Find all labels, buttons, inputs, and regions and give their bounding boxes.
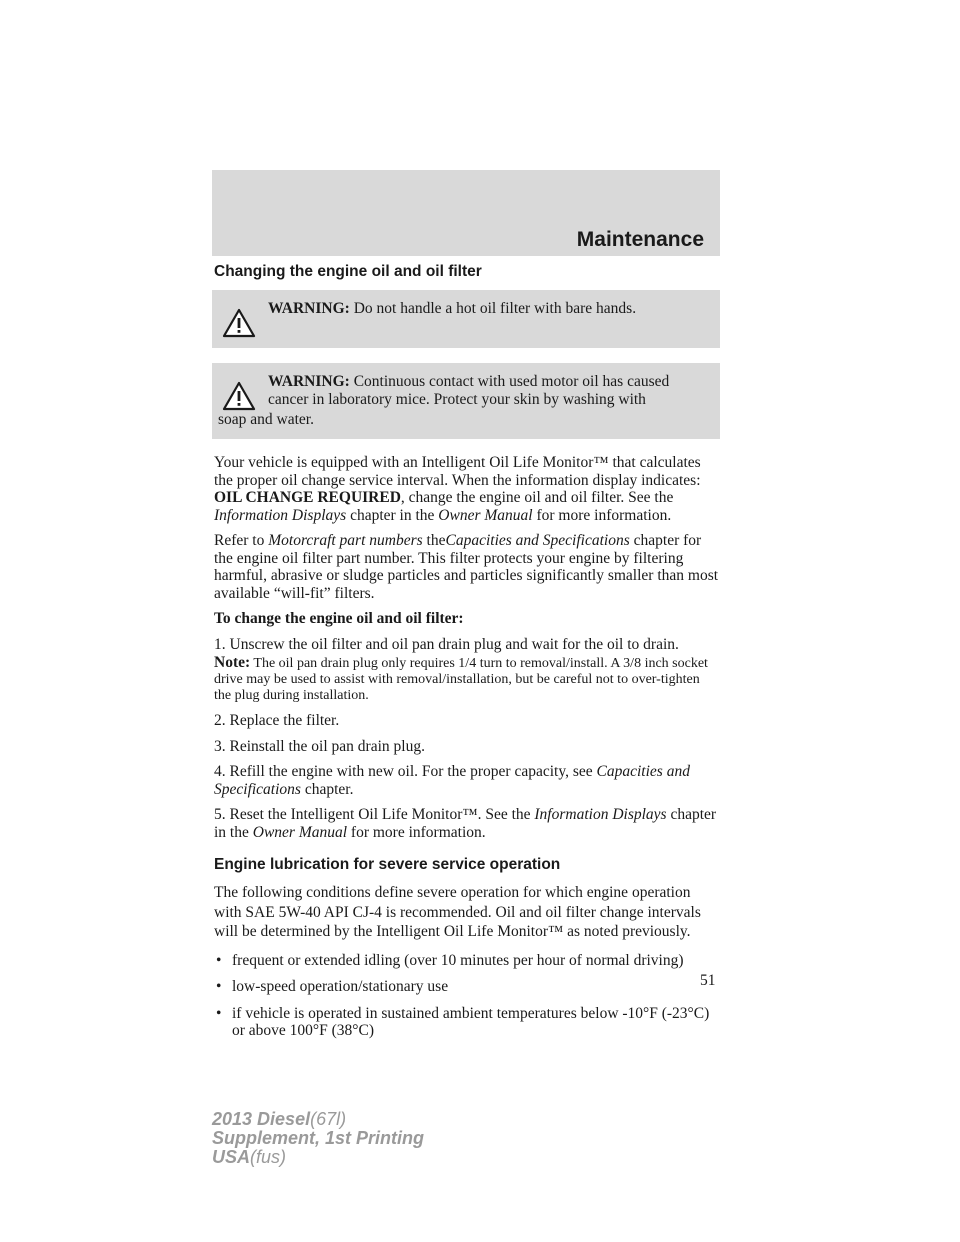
steps-heading: To change the engine oil and oil filter:: [214, 610, 464, 627]
section-heading-oil-change: Changing the engine oil and oil filter: [214, 263, 482, 280]
paragraph-filter-part-number: Refer to Motorcraft part numbers theCapacities and Specifications chapter for the engine oil filter part number. This filter protects your engine by filtering harmful, abrasive or sludge particles and particles significantly smaller than most available “will-fit” filters.: [214, 532, 719, 602]
section-title: Maintenance: [576, 228, 704, 251]
step-4: 4. Refill the engine with new oil. For the proper capacity, see Capacities and Specifications chapter.: [214, 763, 690, 798]
warning-message: Do not handle a hot oil filter with bare hands.: [353, 300, 637, 317]
step-2: 2. Replace the filter.: [214, 712, 340, 729]
warning-box-used-oil: [212, 363, 720, 439]
step-1: 1. Unscrew the oil filter and oil pan drain plug and wait for the oil to drain.: [214, 635, 679, 653]
list-item: • if vehicle is operated in sustained ambient temperatures below -10°F (-23°C) or above 100°F (38°C): [214, 1005, 720, 1040]
warning-continuation: soap and water.: [218, 411, 314, 428]
warning-text: [268, 300, 712, 318]
page-number: 51: [700, 972, 716, 989]
warning-box-hot-filter: [212, 290, 720, 348]
warning-label: WARNING:: [268, 373, 350, 390]
severe-conditions-list: [214, 952, 720, 1040]
page-content: [214, 262, 720, 1049]
step-3: 3. Reinstall the oil pan drain plug.: [214, 737, 425, 755]
list-item: • low-speed operation/stationary use: [214, 978, 720, 996]
warning-text: [268, 373, 712, 409]
warning-message: Continuous contact with used motor oil has caused cancer in laboratory mice. Protect your skin by washing with: [268, 373, 670, 408]
step-1-note: Note: The oil pan drain plug only requires 1/4 turn to removal/install. A 3/8 inch socket drive may be used to assist with removal/installation, but be careful not to over-tighten the plug during installation.: [214, 654, 708, 703]
paragraph-oil-life-monitor: Your vehicle is equipped with an Intelligent Oil Life Monitor™ that calculates the proper oil change service interval. When the information display indicates: OIL CHANGE REQUIRED, change the engine oil and oil filter. See the Information Displays chapter in the Owner Manual for more information.: [214, 454, 701, 524]
warning-triangle-icon: [222, 308, 256, 338]
section-heading-severe-service: Engine lubrication for severe service operation: [214, 856, 561, 873]
step-5: 5. Reset the Intelligent Oil Life Monitor™. See the Information Displays chapter in the Owner Manual for more information.: [214, 806, 717, 841]
list-item: • frequent or extended idling (over 10 minutes per hour of normal driving): [214, 952, 720, 970]
section-header-band: [212, 170, 720, 256]
print-footer: 2013 Diesel(67l) Supplement, 1st Printing USA(fus): [212, 1109, 425, 1167]
warning-triangle-icon: [222, 381, 256, 411]
warning-label: WARNING:: [268, 300, 350, 317]
paragraph-severe-service: The following conditions define severe operation for which engine operation with SAE 5W-40 API CJ-4 is recommended. Oil and oil filter change intervals will be determined by the Intelligent Oil Life Monitor™ as noted previously.: [214, 884, 701, 940]
